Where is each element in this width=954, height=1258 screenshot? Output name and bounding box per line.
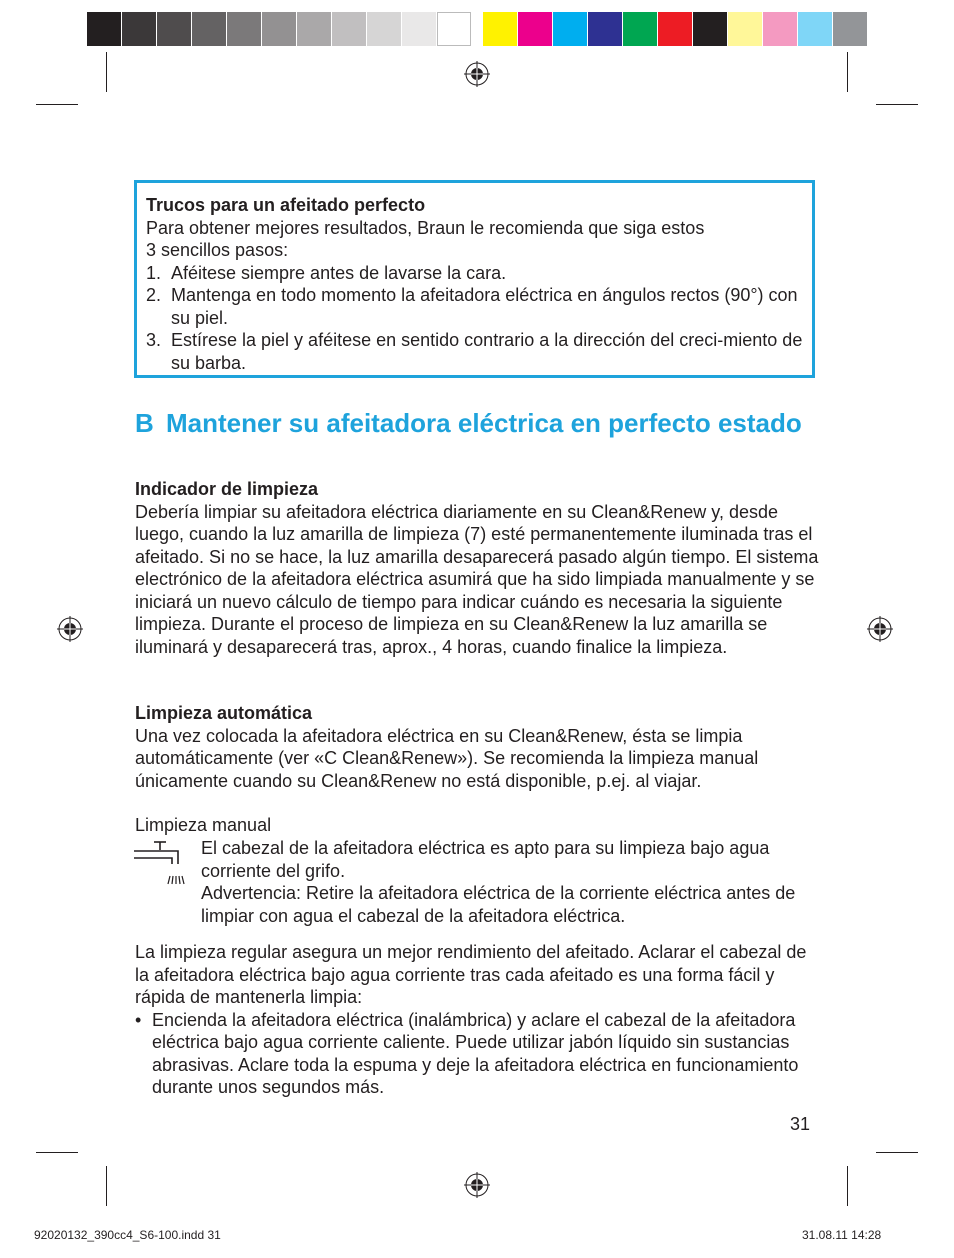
color-swatch [87,12,121,46]
color-swatch [122,12,156,46]
color-swatch [227,12,261,46]
page-number: 31 [790,1114,811,1134]
step-number: 1. [146,262,162,283]
list-item [135,1009,820,1099]
footer-file-info: 92020132_390cc4_S6-100.indd 31 [34,1228,221,1242]
registration-mark-icon [867,616,893,642]
footer-date: 31.08.11 14:28 [802,1228,882,1242]
color-swatch [518,12,552,46]
registration-mark-icon [464,61,490,87]
list-item-text: Encienda la afeitadora eléctrica (inalámbrica) y aclare el cabezal de la afeitadora eléctrica bajo agua corriente caliente. Puede utilizar jabón líquido sin sustancias abrasivas. Aclare toda la espuma y deje la afeitadora eléctrica en funcionamiento durante unos segundos más. [152,1009,799,1097]
tips-intro-line: Para obtener mejores resultados, Braun le recomienda que siga estos [146,217,705,238]
step-number: 3. [146,330,162,350]
regular-cleaning-section [135,941,820,1099]
section-title: Mantener su afeitadora eléctrica en perfecto estado [166,408,802,438]
color-swatch [588,12,622,46]
registration-mark-icon [464,1172,490,1198]
color-swatch [553,12,587,46]
color-swatch [483,12,517,46]
paragraph: Una vez colocada la afeitadora eléctrica en su Clean&Renew, ésta se limpia automáticamente (ver «C Clean&Renew»). Se recomienda la limpieza manual únicamente cuando su Clean&Renew no está disponible, p.ej. al viajar. [135,725,759,791]
tips-step [146,329,806,374]
warning-paragraph: Advertencia: Retire la afeitadora eléctrica de la corriente eléctrica antes de limpiar con agua el cabezal de la afeitadora eléctrica. [201,883,796,926]
tips-step [146,262,806,285]
color-swatch [367,12,401,46]
tips-intro-line: 3 sencillos pasos: [146,240,289,260]
tips-step [146,284,806,329]
step-number: 2. [146,285,162,305]
color-swatch [332,12,366,46]
color-swatch [693,12,727,46]
water-tap-icon [134,838,190,894]
color-swatch [763,12,797,46]
color-swatch [157,12,191,46]
color-swatch [262,12,296,46]
color-swatch [833,12,867,46]
color-swatch [658,12,692,46]
color-swatch [402,12,436,46]
step-text: Aféitese siempre antes de lavarse la cara. [171,262,507,283]
auto-cleaning-section [135,702,820,792]
tips-title: Trucos para un afeitado perfecto [146,195,426,215]
subsection-title: Limpieza automática [135,703,313,723]
section-letter: B [135,408,154,438]
cleaning-indicator-section [135,478,820,658]
manual-cleaning-title: Limpieza manual [135,815,272,835]
step-text: Mantenga en todo momento la afeitadora eléctrica en ángulos rectos (90°) con su piel. [171,285,798,328]
color-swatch [623,12,657,46]
paragraph: El cabezal de la afeitadora eléctrica es apto para su limpieza bajo agua corriente del grifo. [201,838,770,881]
paragraph: La limpieza regular asegura un mejor rendimiento del afeitado. Aclarar el cabezal de la afeitadora eléctrica bajo agua corriente tras cada afeitado es una forma fácil y rápida de mantenerla limpia: [135,942,807,1007]
color-swatch [437,12,471,46]
subsection-title: Indicador de limpieza [135,479,319,499]
bullet-icon: • [135,1009,142,1030]
paragraph: Debería limpiar su afeitadora eléctrica diariamente en su Clean&Renew y, desde luego, cuando la luz amarilla de limpieza (7) esté permanentemente iluminada tras el afeitado. Si no se hace, la luz amarilla desaparecerá pasado algún tiempo. El sistema electrónico de la afeitadora eléctrica asumirá que ha sido limpiada manualmente y se iniciará un nuevo cálculo de tiempo para indicar cuándo es necesaria la siguiente limpieza. Durante el proceso de limpieza en su Clean&Renew la luz amarilla se iluminará y desaparecerá tras, aprox., 4 horas, cuando finalice la limpieza. [135,501,819,657]
manual-cleaning-text [201,837,817,927]
color-swatch [297,12,331,46]
color-swatch [728,12,762,46]
color-swatch [798,12,832,46]
color-swatch [192,12,226,46]
tips-content [146,194,806,374]
step-text: Estírese la piel y aféitese en sentido contrario a la dirección del creci-miento de su barba. [171,330,803,373]
section-heading [135,409,815,437]
registration-mark-icon [57,616,83,642]
